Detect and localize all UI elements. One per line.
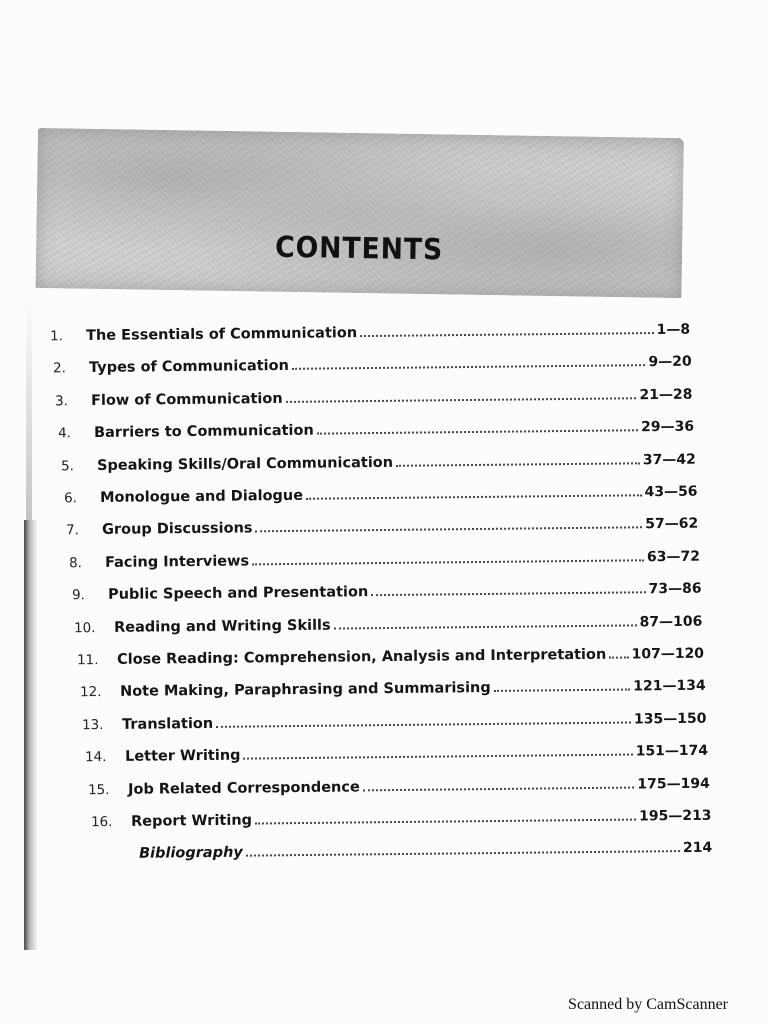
- toc-entry-title: Reading and Writing Skills: [114, 617, 331, 636]
- toc-entry-pages: 175—194: [637, 775, 710, 793]
- toc-dot-leader: [363, 785, 635, 791]
- scanner-watermark: Scanned by CamScanner: [568, 996, 728, 1013]
- toc-entry-number: 15.: [87, 781, 110, 798]
- toc-entry-number: 2.: [52, 360, 66, 377]
- toc-entry: [69, 542, 700, 571]
- toc-dot-leader: [254, 818, 635, 825]
- toc-dot-leader: [306, 493, 642, 500]
- toc-entry-title: The Essentials of Communication: [85, 325, 358, 344]
- toc-entry-pages: 87—106: [639, 613, 703, 630]
- toc-entry-title: Types of Communication: [88, 358, 289, 377]
- toc-entry-pages: 1—8: [656, 321, 691, 338]
- toc-entry-number: 1.: [49, 328, 64, 345]
- toc-entry: [58, 413, 694, 442]
- toc-dot-leader: [286, 396, 637, 403]
- toc-entry-title: Translation: [122, 715, 214, 733]
- toc-entry-number: 16.: [90, 814, 113, 831]
- toc-entry-title: Public Speech and Presentation: [107, 584, 368, 604]
- toc-entry-title: Note Making, Paraphrasing and Summarising: [119, 680, 491, 701]
- toc-entry: [74, 607, 702, 636]
- toc-dot-leader: [317, 428, 638, 434]
- toc-entry: [63, 478, 697, 507]
- toc-entry: [55, 380, 693, 409]
- toc-entry-number: 14.: [85, 749, 107, 766]
- toc-dot-leader: [244, 753, 633, 760]
- toc-dot-leader: [493, 688, 630, 692]
- toc-entry: [77, 640, 704, 669]
- toc-dot-leader: [217, 720, 632, 727]
- toc-entry-number: 8.: [68, 554, 82, 572]
- toc-entry-number: 10.: [74, 619, 96, 636]
- toc-entry: [85, 737, 708, 766]
- toc-dot-leader: [292, 364, 646, 371]
- toc-entry-title: Barriers to Communication: [94, 422, 314, 442]
- toc-dot-leader: [252, 558, 644, 565]
- toc-entry-title: Group Discussions: [102, 520, 253, 539]
- toc-entry-pages: 135—150: [634, 710, 707, 728]
- toc-entry-pages: 37—42: [642, 451, 696, 468]
- toc-entry: [82, 705, 707, 734]
- toc-dot-leader: [256, 526, 643, 533]
- toc-entry-pages: 151—174: [635, 742, 709, 760]
- toc-entry-number: 7.: [66, 522, 80, 539]
- toc-entry-pages: 43—56: [643, 483, 698, 501]
- toc-entry: [61, 445, 696, 474]
- toc-entry-title: Letter Writing: [125, 747, 241, 766]
- toc-entry-pages: 73—86: [648, 580, 702, 598]
- toc-entry-pages: 9—20: [648, 354, 692, 371]
- toc-entry-pages: 195—213: [638, 807, 712, 825]
- toc-dot-leader: [371, 590, 645, 596]
- toc-entry-pages: 63—72: [646, 548, 700, 566]
- toc-entry-pages: 107—120: [631, 645, 705, 663]
- toc-entry-pages: 21—28: [639, 386, 693, 404]
- toc-dot-leader: [609, 656, 628, 659]
- toc-entry-title: Monologue and Dialogue: [99, 487, 303, 506]
- contents-title: CONTENTS: [274, 229, 444, 267]
- toc-dot-leader: [396, 461, 640, 467]
- toc-entry-pages: 57—62: [645, 516, 699, 533]
- toc-entry: [93, 834, 712, 862]
- toc-entry-title: Speaking Skills/Oral Communication: [96, 454, 393, 474]
- toc-entry-title: Job Related Correspondence: [127, 779, 360, 798]
- toc-entry-number: 13.: [82, 716, 105, 734]
- toc-entry-number: 9.: [71, 587, 85, 604]
- toc-entry-pages: 214: [683, 840, 713, 857]
- toc-entry: [66, 510, 698, 539]
- toc-entry-number: 5.: [60, 457, 74, 474]
- toc-entry-title: Bibliography: [139, 845, 244, 863]
- toc-entry-title: Report Writing: [130, 812, 252, 830]
- toc-entry-pages: 121—134: [632, 678, 706, 695]
- toc-entry-title: Close Reading: Comprehension, Analysis and Interpretation: [116, 646, 607, 668]
- toc-entry: [80, 672, 706, 701]
- toc-entry: [88, 769, 710, 798]
- toc-dot-leader: [360, 331, 653, 337]
- toc-entry-number: 4.: [58, 425, 72, 442]
- toc-entry: [50, 316, 690, 345]
- toc-dot-leader: [246, 849, 680, 857]
- toc-entry-number: 6.: [63, 490, 77, 507]
- toc-entry-pages: 29—36: [641, 418, 695, 436]
- toc-entry: [53, 348, 692, 377]
- toc-entry-title: Facing Interviews: [104, 553, 250, 571]
- toc-entry: [90, 802, 711, 830]
- toc-entry-title: Flow of Communication: [91, 390, 284, 409]
- toc-entry-number: 12.: [79, 684, 102, 701]
- toc-entry-number: 11.: [76, 652, 99, 669]
- toc-entry-number: 3.: [55, 392, 69, 410]
- toc-dot-leader: [334, 623, 637, 629]
- toc-entry: [71, 575, 701, 604]
